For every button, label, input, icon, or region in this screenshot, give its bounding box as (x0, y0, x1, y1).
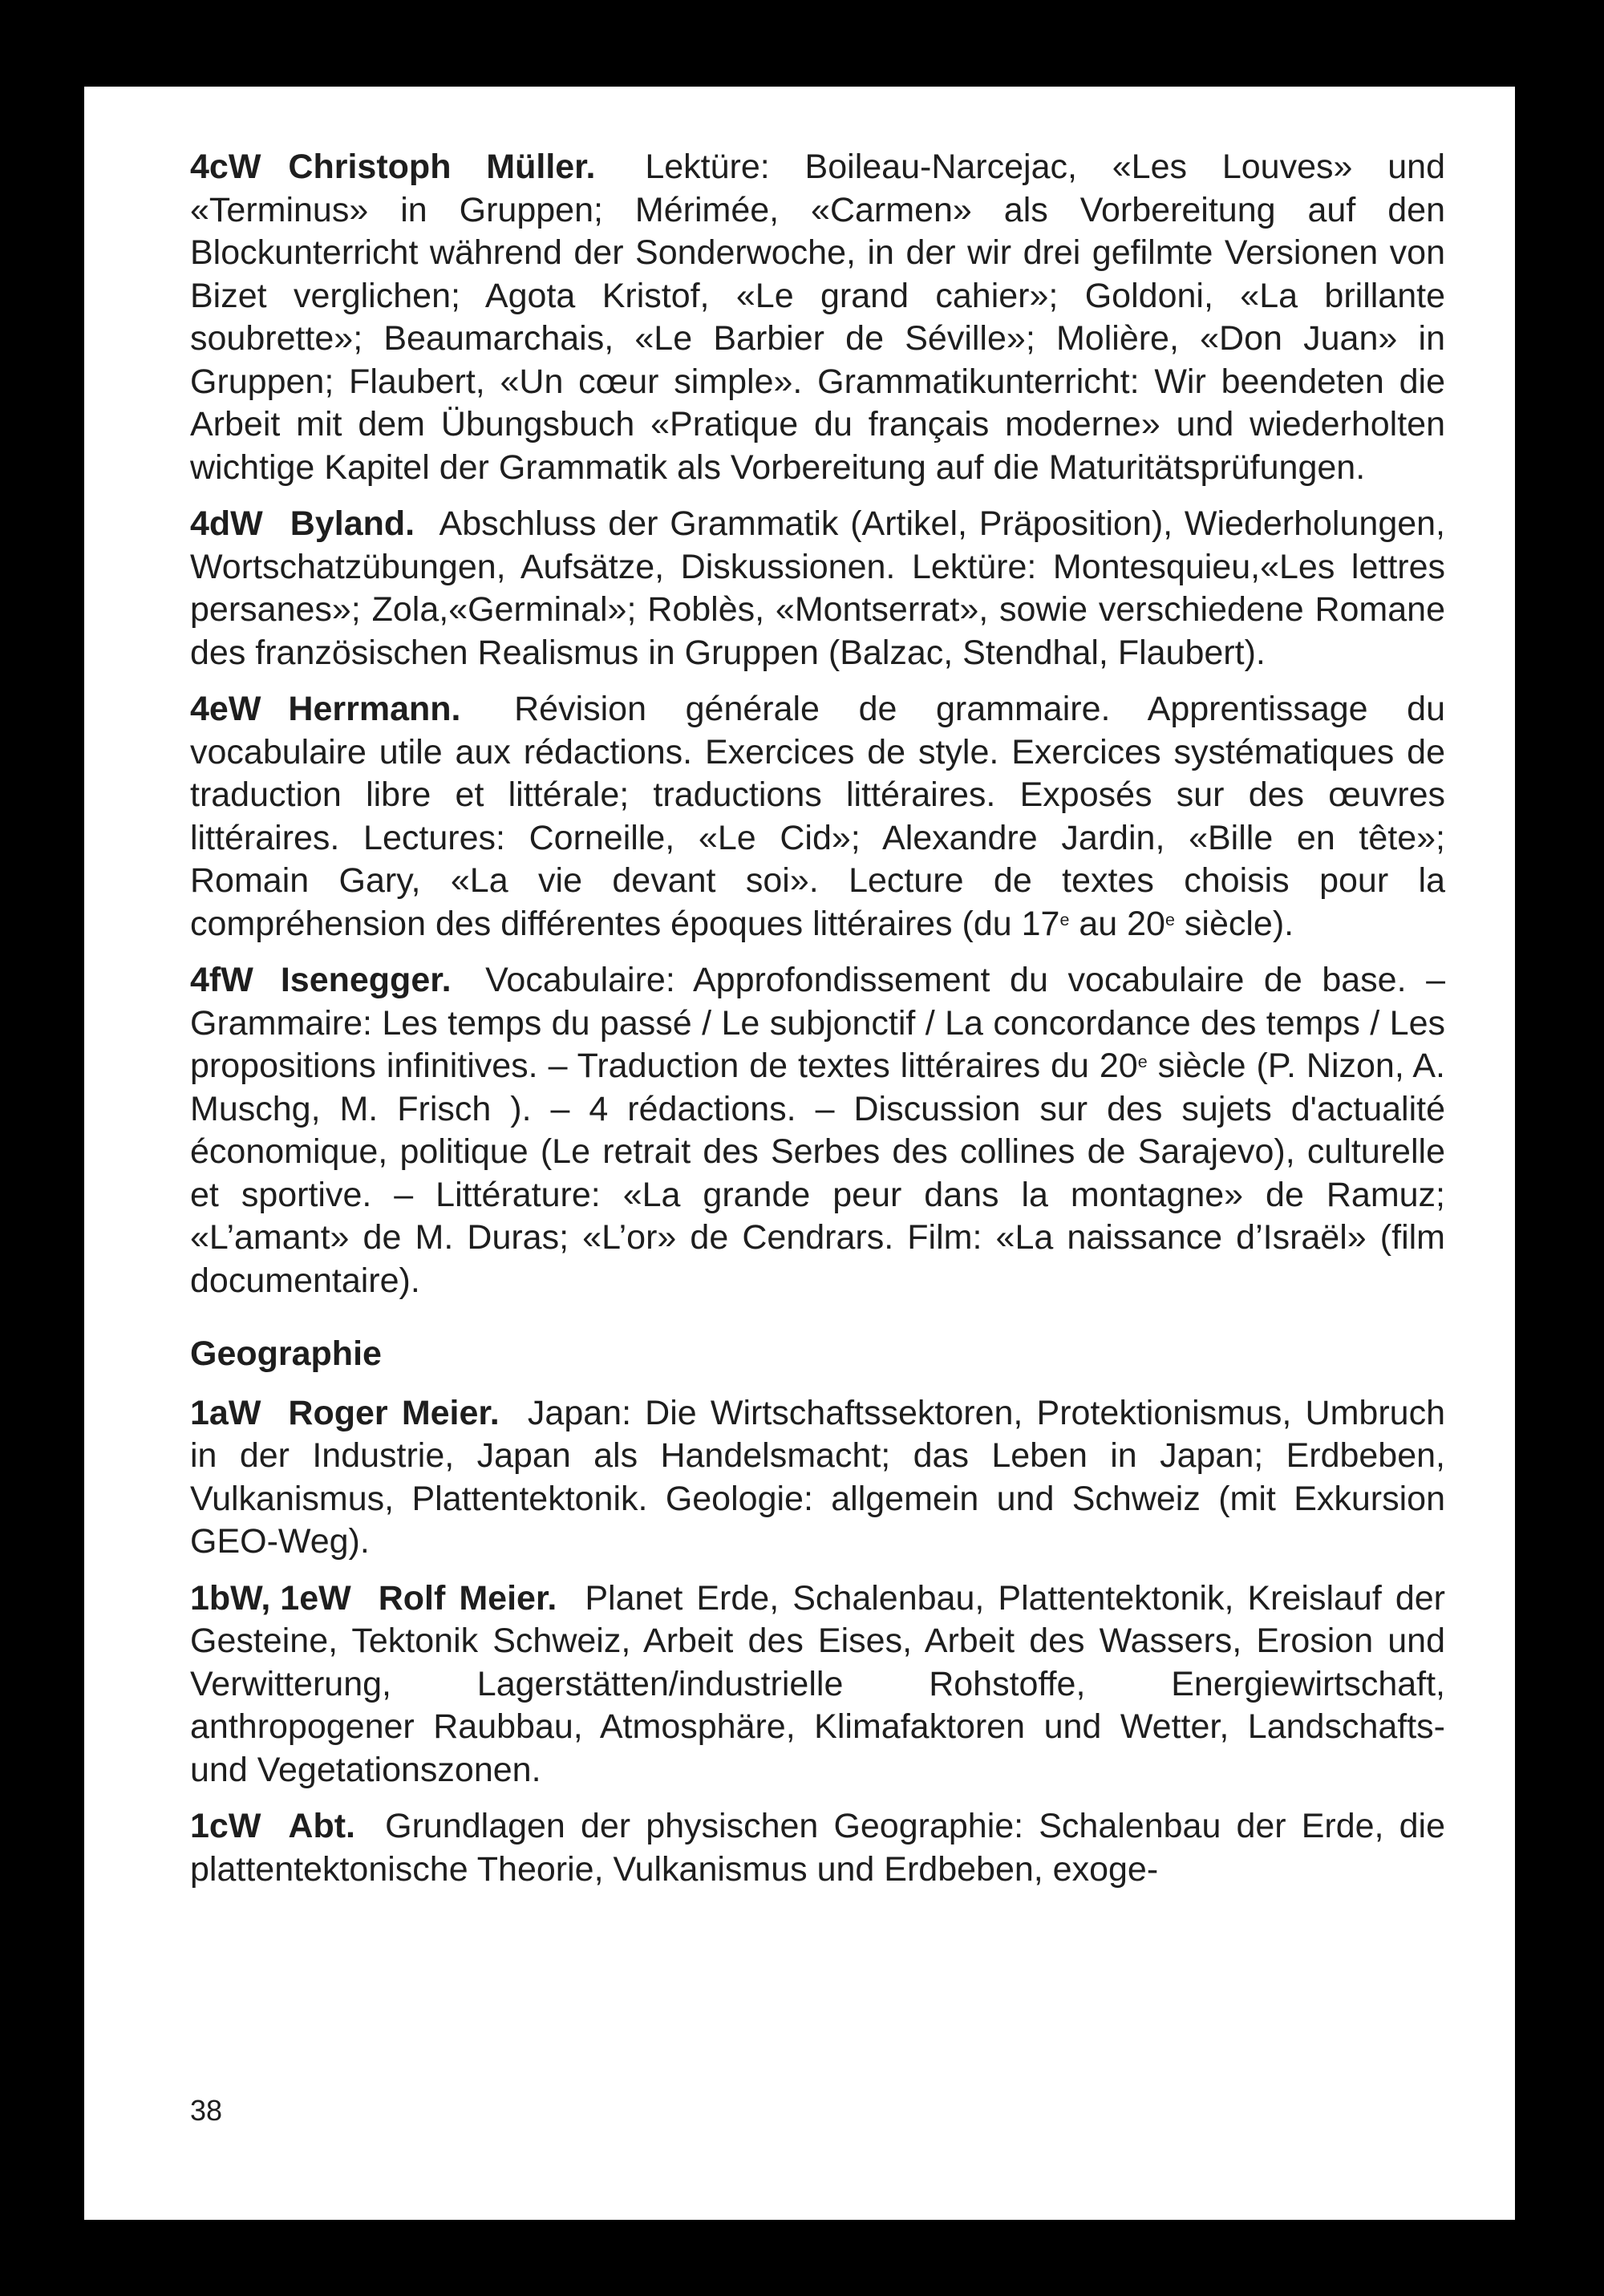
entry-4dw (190, 503, 1445, 674)
entry-4fw (190, 959, 1445, 1302)
entry-text: Planet Erde, Schalenbau, Plattentektonik, Kreislauf der Gesteine, Tektonik Schweiz, Arbeit des Eises, Arbeit des Wassers, Erosion und Verwitterung, Lagerstätten/industrielle Rohstoffe, Energiewirtschaft, anthropogener Raubbau, Atmosphäre, Klimafaktoren und Wetter, Landschafts- und Vegetationszonen. (190, 1578, 1446, 1789)
entry-4ew (190, 688, 1445, 946)
teacher-name: Christoph Müller. (288, 148, 596, 186)
superscript: e (1137, 1052, 1148, 1072)
entry-text: Révision générale de grammaire. Apprentissage du vocabulaire utile aux rédactions. Exercices de style. Exercices systématiques de traduction libre et littérale; traductions littéraires. Exposés sur des œuvres littéraires. Lectures: Corneille, «Le Cid»; Alexandre Jardin, «Bille en tête»; Romain Gary, «La vie devant soi». Lecture de textes choisis pour la compréhension des différentes époques littéraires (du 17e au 20e siècle). (190, 690, 1445, 943)
teacher-name: Roger Meier. (288, 1393, 500, 1432)
teacher-name: Byland. (290, 504, 415, 543)
class-label: 4cW (190, 148, 261, 186)
superscript: e (1165, 909, 1175, 929)
entry-text: Japan: Die Wirtschaftssektoren, Protektionismus, Umbruch in der Industrie, Japan als Handelsmacht; das Leben in Japan; Erdbeben, Vulkanismus, Plattentektonik. Geologie: allgemein und Schweiz (mit Exkursion GEO-Weg). (190, 1393, 1445, 1561)
teacher-name: Abt. (288, 1807, 356, 1845)
class-label: 1bW, 1eW (190, 1578, 351, 1618)
entry-1aw (190, 1392, 1445, 1564)
page-number: 38 (190, 2094, 223, 2127)
superscript: e (1059, 909, 1070, 929)
class-label: 4eW (190, 690, 261, 728)
entry-text: Abschluss der Grammatik (Artikel, Präposition), Wiederholungen, Wortschatzübungen, Aufsätze, Diskussionen. Lektüre: Montesquieu,«Les lettres persanes»; Zola,«Germinal»; Roblès, «Montserrat», sowie verschiedene Romane des französischen Realismus in Gruppen (Balzac, Stendhal, Flaubert). (190, 504, 1446, 672)
class-label: 4fW (190, 961, 253, 999)
entry-text: Lektüre: Boileau-Narcejac, «Les Louves» und «Terminus» in Gruppen; Mérimée, «Carmen» als Vorbereitung auf den Blockunterricht während der Sonderwoche, in der wir drei gefilmte Versionen von Bizet verglichen; Agota Kristof, «Le grand cahier»; Goldoni, «La brillante soubrette»; Beaumarchais, «Le Barbier de Séville»; Molière, «Don Juan» in Gruppen; Flaubert, «Un cœur simple». Grammatikunterricht: Wir beendeten die Arbeit mit dem Übungsbuch «Pratique du français moderne» und wiederholten wichtige Kapitel der Grammatik als Vorbereitung auf die Maturitätsprüfungen. (190, 148, 1445, 487)
class-label: 4dW (190, 504, 263, 543)
entry-4cw (190, 146, 1445, 489)
teacher-name: Herrmann. (288, 690, 461, 728)
entry-text: Vocabulaire: Approfondissement du vocabulaire de base. – Grammaire: Les temps du passé / Le subjonctif / La concordance des temps / Les propositions infinitives. – Traduction de textes littéraires du 20e siècle (P. Nizon, A. Muschg, M. Frisch ). – 4 rédactions. – Discussion sur des sujets d'actualité économique, politique (Le retrait des Serbes des collines de Sarajevo), culturelle et sportive. – Littérature: «La grande peur dans la montagne» de Ramuz; «L’amant» de M. Duras; «L’or» de Cendrars. Film: «La naissance d’Israël» (film documentaire). (190, 961, 1445, 1300)
section-heading-geographie: Geographie (190, 1334, 382, 1373)
entry-1cw (190, 1805, 1445, 1891)
teacher-name: Isenegger. (280, 961, 452, 999)
entry-1bw-1ew (190, 1577, 1445, 1792)
class-label: 1cW (190, 1807, 261, 1845)
teacher-name: Rolf Meier. (378, 1578, 557, 1618)
class-label: 1aW (190, 1393, 261, 1432)
page-content (190, 146, 1445, 1905)
entry-text: Grundlagen der physischen Geographie: Schalenbau der Erde, die plattentektonische Theorie, Vulkanismus und Erdbeben, exoge- (190, 1807, 1445, 1889)
